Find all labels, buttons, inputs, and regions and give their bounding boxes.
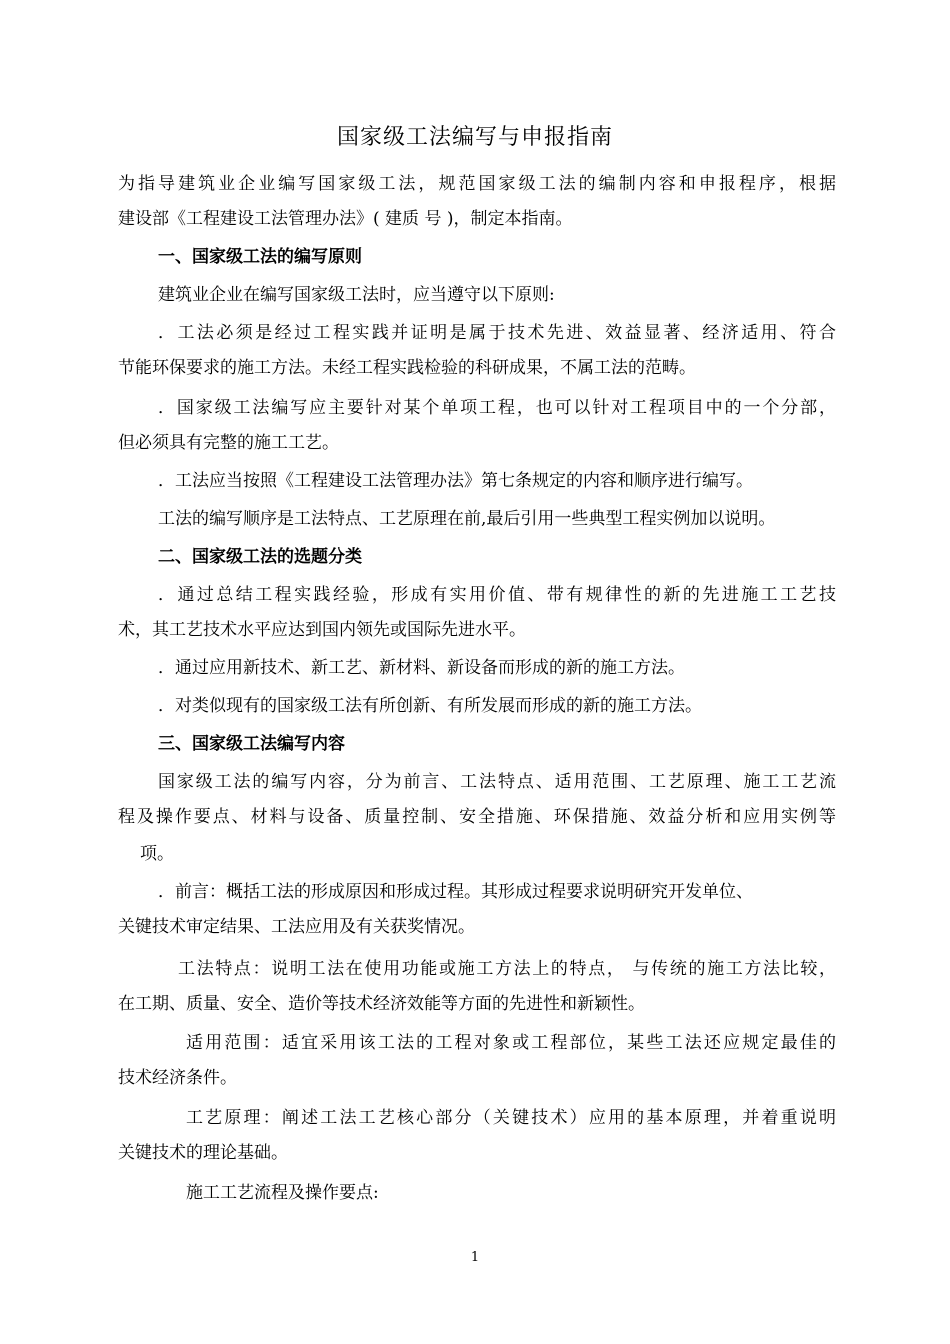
section-heading: 一、国家级工法的编写原则 — [158, 247, 362, 267]
paragraph-line: 为指导建筑业企业编写国家级工法，规范国家级工法的编制内容和申报程序，根据 — [118, 174, 836, 194]
page-number: 1 — [470, 1250, 480, 1265]
paragraph-line: 适用范围：适宜采用该工法的工程对象或工程部位，某些工法还应规定最佳的 — [186, 1033, 836, 1053]
paragraph-line: 工艺原理：阐述工法工艺核心部分（关键技术）应用的基本原理，并着重说明 — [186, 1108, 836, 1128]
paragraph-line: 工法的编写顺序是工法特点、工艺原理在前,最后引用一些典型工程实例加以说明。 — [158, 509, 776, 529]
list-item-line: ．通过应用新技术、新工艺、新材料、新设备而形成的新的施工方法。 — [158, 658, 685, 678]
paragraph-line: 术，其工艺技术水平应达到国内领先或国际先进水平。 — [118, 620, 526, 640]
paragraph-line: 国家级工法的编写内容，分为前言、工法特点、适用范围、工艺原理、施工工艺流 — [158, 772, 836, 792]
paragraph-line: 技术经济条件。 — [118, 1068, 237, 1088]
list-item-line: ．国家级工法编写应主要针对某个单项工程，也可以针对工程项目中的一个分部， — [158, 398, 836, 418]
paragraph-line: 程及操作要点、材料与设备、质量控制、安全措施、环保措施、效益分析和应用实例等 — [118, 807, 836, 827]
paragraph-line: 建筑业企业在编写国家级工法时，应当遵守以下原则: — [158, 285, 555, 305]
section-heading: 三、国家级工法编写内容 — [158, 734, 345, 754]
paragraph-line: 关键技术的理论基础。 — [118, 1143, 288, 1163]
paragraph-line: 关键技术审定结果、工法应用及有关获奖情况。 — [118, 917, 475, 937]
paragraph-line: 工法特点：说明工法在使用功能或施工方法上的特点， 与传统的施工方法比较， — [178, 959, 836, 979]
list-item-line: ．工法应当按照《工程建设工法管理办法》第七条规定的内容和顺序进行编写。 — [158, 471, 753, 491]
document-title: 国家级工法编写与申报指南 — [336, 125, 613, 150]
paragraph-line: 节能环保要求的施工方法。未经工程实践检验的科研成果，不属工法的范畴。 — [118, 358, 696, 378]
paragraph-line: 项。 — [140, 844, 174, 864]
paragraph-line: 但必须具有完整的施工工艺。 — [118, 433, 339, 453]
list-item-line: ．工法必须是经过工程实践并证明是属于技术先进、效益显著、经济适用、符合 — [158, 323, 836, 343]
section-heading: 二、国家级工法的选题分类 — [158, 547, 362, 567]
paragraph-line: 施工工艺流程及操作要点: — [186, 1183, 379, 1203]
list-item-line: ．对类似现有的国家级工法有所创新、有所发展而形成的新的施工方法。 — [158, 696, 702, 716]
list-item-line: ．前言：概括工法的形成原因和形成过程。其形成过程要求说明研究开发单位、 — [158, 882, 753, 902]
list-item-line: ．通过总结工程实践经验，形成有实用价值、带有规律性的新的先进施工工艺技 — [158, 585, 836, 605]
paragraph-line: 建设部《工程建设工法管理办法》( 建质 号 )，制定本指南。 — [118, 209, 573, 229]
paragraph-line: 在工期、质量、安全、造价等技术经济效能等方面的先进性和新颖性。 — [118, 994, 645, 1014]
